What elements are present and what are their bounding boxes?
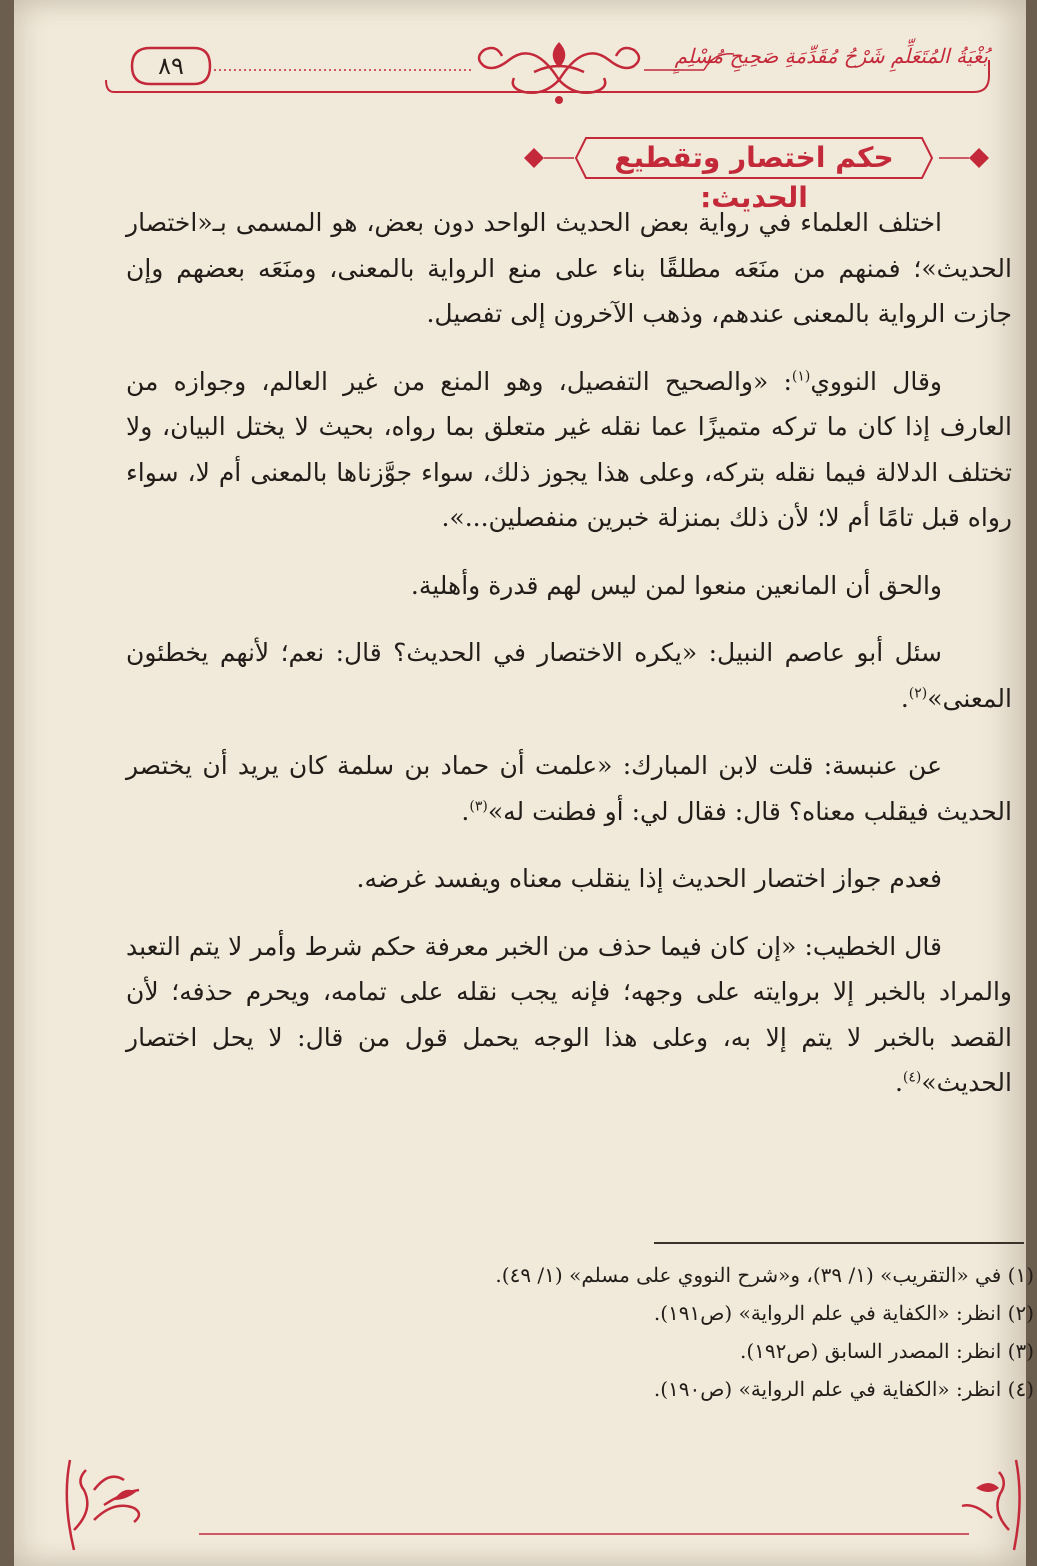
paragraph-end: . [461,796,470,826]
paragraph-text: اختلف العلماء في رواية بعض الحديث الواحد دون بعض، هو المسمى بـ«اختصار الحديث»؛ فمنهم من منَعَه مطلقًا بناء على منع الرواية بالمعنى، ومنَعَه بعضهم وإن جازت الرواية بالمعنى عندهم، وذهب الآخرون إلى تفصيل. [126,208,1012,328]
footnote: (٢) انظر: «الكفاية في علم الرواية» (ص١٩١). [653,1301,1034,1325]
paragraph [126,924,1012,1106]
footnote-ref: (٢) [908,685,928,702]
paragraph-text: قال الخطيب: «إن كان فيما حذف من الخبر معرفة حكم شرط وأمر لا يتم التعبد والمراد بالخبر إلا بروايته على وجهه؛ فإنه يجب نقله على تمامه، ويحرم حذفه؛ لأن القصد بالخبر لا يتم إلا به، وعلى هذا الوجه يحمل قول من قال: لا يحل اختصار الحديث» [126,931,1012,1097]
page-number: ٨٩ [158,52,184,80]
paragraph-text: عن عنبسة: قلت لابن المبارك: «علمت أن حماد بن سلمة كان يريد أن يختصر الحديث فيقلب معناه؟ قال: فقال لي: أو فطنت له» [126,751,1012,826]
footer-ornament [14,1430,1026,1560]
page-header [14,0,1026,110]
paragraph-end: . [894,1068,903,1097]
footnote-ref: (٤) [902,1069,922,1086]
paragraph [126,563,1012,609]
paragraph [126,359,1012,541]
footnote: (٤) انظر: «الكفاية في علم الرواية» (ص١٩٠). [653,1377,1034,1401]
paragraph [126,743,1012,834]
footnote-ref: (٣) [469,798,488,815]
paragraph-text: وقال النووي [810,366,942,396]
main-text [126,200,1012,1122]
paragraph-text: سئل أبو عاصم النبيل: «يكره الاختصار في الحديث؟ قال: نعم؛ لأنهم يخطئون المعنى» [126,638,1012,713]
book-page [14,0,1034,1566]
paragraph-end: . [900,683,909,713]
footnotes [314,1256,1034,1408]
quote-text: : «والصحيح التفصيل، وهو المنع من غير العالم، وجوازه من العارف إذا كان ما تركه متميزًا عما نقله غير متعلق بما رواه، بحيث لا يختل البيان، ولا تختلف الدلالة فيما نقله بتركه، وعلى هذا يجوز ذلك، سواء جوَّزناها بالمعنى أم لا، سواء رواه قبل تامًا أم لا؛ لأن ذلك بمنزلة خبرين منفصلين...». [126,366,1012,532]
running-title: بُغْيَةُ المُتَعَلِّمِ شَرْحُ مُقَدِّمَةِ صَحِيحِ مُسْلِمٍ [674,44,988,68]
paragraph [126,200,1012,337]
paragraph [126,856,1012,902]
paragraph [126,630,1012,721]
footnote: (١) في «التقريب» (١/ ٣٩)، و«شرح النووي على مسلم» (١/ ٤٩). [495,1263,1034,1287]
heading-left-diamond-icon [514,146,564,170]
section-title: حكم اختصار وتقطيع الحديث: [614,141,894,214]
footnote: (٣) انظر: المصدر السابق (ص١٩٢). [739,1339,1034,1363]
footnote-separator [654,1242,1024,1244]
footnote-ref: (١) [791,368,811,385]
heading-right-diamond-icon [939,146,999,170]
paragraph-text: فعدم جواز اختصار الحديث إذا ينقلب معناه ويفسد غرضه. [356,864,942,893]
paragraph-text: والحق أن المانعين منعوا لمن ليس لهم قدرة وأهلية. [410,570,942,600]
